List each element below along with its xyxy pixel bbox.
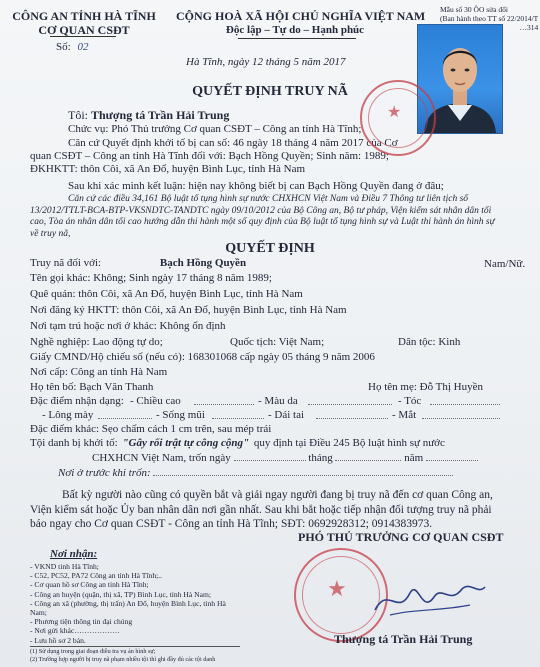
issue-place-line: Nơi cấp: Công an tỉnh Hà Nam [30,366,168,378]
ethnicity-line: Dân tộc: Kinh [398,336,461,348]
agency-name: CÔNG AN TỈNH HÀ TĨNH [12,9,156,23]
wanted-person-line [30,257,246,269]
eyes-field: - Mắt [392,409,417,421]
nationality-line: Quốc tịch: Việt Nam; [230,336,325,348]
skin-dots [308,404,392,405]
registration-line: Nơi đăng ký HKTT: thôn Côi, xã An Đổ, huyện Bình Lục, tỉnh Hà Nam [30,304,347,316]
nose-field: - Sống mũi [156,409,205,421]
eyebrow-field: - Lông mày [42,409,94,421]
wanted-person-label: Truy nã đối với: [30,257,102,269]
previous-residence-label: Nơi ở trước khi trốn: [58,467,151,479]
escape-year-label: năm [404,452,424,464]
form-code-line-3: …314 [519,23,539,32]
height-field: - Chiều cao [130,395,181,407]
footnotes [30,648,215,664]
document-number-label: Số: [56,41,71,53]
national-title: CỘNG HOÀ XÃ HỘI CHỦ NGHĨA VIỆT NAM [176,9,426,23]
issuer-label: Tôi: [68,108,88,122]
recipient-item: - Nơi gửi khác……………… [30,626,120,636]
previous-residence-line [58,467,453,479]
charge-line [30,437,445,449]
other-features-line: Đặc điểm khác: Sẹo chấm cách 1 cm trên, sau mép trái [30,423,272,435]
identification-label: Đặc điểm nhận dạng: [30,395,124,407]
nose-dots [212,418,264,419]
charge-legal-ref: quy định tại Điều 245 Bộ luật hình sự nước [253,437,445,449]
escape-month-dots [335,460,401,461]
form-code-line-1: Mẫu số 30 ÔO sửa đổi [440,5,509,14]
agency-department: CƠ QUAN CSĐT [38,23,130,37]
document-number [56,41,88,53]
recipient-item: - C52, PC52, PA72 Công an tỉnh Hà Tĩnh;.. [30,571,163,581]
agency-underline [50,36,116,37]
gender-field: Nam/Nữ. [484,258,526,270]
recipient-item: Nam; [30,608,47,618]
earlobe-dots [316,418,388,419]
national-motto: Độc lập – Tự do – Hạnh phúc [225,24,365,36]
charge-label: Tội danh bị khởi tố: [30,437,118,449]
occupation-line: Nghề nghiệp: Lao động tự do; [30,336,163,348]
signer-role: PHÓ THỦ TRƯỞNG CƠ QUAN CSĐT [298,530,504,544]
escape-date-line [92,452,478,464]
escape-year-dots [426,460,478,461]
recipient-item: - Công an xã (phường, thị trấn) An Đổ, huyện Bình Lục, tỉnh Hà [30,598,226,608]
verification-line: Sau khi xác minh kết luận: hiện nay không biết bị can Bạch Hồng Quyền đang ở đâu; [68,180,444,192]
recipient-item: - Cơ quan hồ sơ Công an tỉnh Hà Tĩnh; [30,580,149,590]
eyes-dots [422,418,500,419]
hair-field: - Tóc [398,395,422,407]
father-name-line: Họ tên bố: Bạch Văn Thanh [30,381,154,393]
wanted-person-name: Bạch Hồng Quyền [159,257,247,269]
earlobe-field: - Dái tai [268,409,305,421]
decision-title: QUYẾT ĐỊNH [225,241,315,256]
recipient-item: - VKND tỉnh Hà Tĩnh; [30,562,99,571]
recipient-item: - Công an huyện (quận, thị xã, TP) Bình Lục, tỉnh Hà Nam; [30,589,212,599]
seal-star-icon: ★ [327,576,347,601]
footnote-2: (2) Trường hợp người bị truy nã phạm nhiều tội thì ghi đầy đủ các tội danh [30,656,216,663]
alias-dob-line: Tên gọi khác: Không; Sinh ngày 17 tháng 8 năm 1989; [30,272,272,284]
escape-month-label: tháng [308,452,333,464]
arrest-notice: Bất kỳ người nào cũng có quyền bắt và giải ngay người đang bị truy nã đến cơ quan Công an, Viện kiểm sát hoặc Ủy ban nhân dân nơi gần nhất. Sau khi bắt hoặc tiếp nhận đối tượng truy nã phải báo ngay cho Cơ quan CSĐT - Công an tỉnh Hà Tĩnh; SĐT: 0692928312; 0914383973. [30,489,493,530]
handwritten-signature [370,575,490,625]
escape-day-dots [234,460,306,461]
height-dots [194,404,254,405]
issuer-line [68,108,229,123]
skin-color-field: - Màu da [258,395,298,407]
footnote-1: (1) Sử dụng trong giai đoạn điều tra vụ án hình sự; [30,648,156,655]
document-title: QUYẾT ĐỊNH TRUY NÃ [192,84,348,99]
signer-name: Thượng tá Trần Hải Trung [334,632,473,646]
legal-basis-1: Căn cứ Quyết định khởi tố bị can số: 46 ngày 18 tháng 4 năm 2017 của Cơ quan CSĐT – Công an tỉnh Hà Tĩnh đối với: Bạch Hồng Quyền; Sinh năm: 1989; ĐKHKTT: thôn Côi, xã An Đổ, huyện Bình Lục, tỉnh Hà Nam [30,137,398,176]
issuer-name: Thượng tá Trần Hải Trung [91,108,230,122]
footnote-rule [30,646,240,647]
form-code-line-2: (Ban hành theo TT số 22/2014/T [440,14,539,23]
date-line: Hà Tĩnh, ngày 12 tháng 5 năm 2017 [186,56,346,68]
eyebrow-dots [98,418,152,419]
mother-name-line: Họ tên mẹ: Đỗ Thị Huyền [368,381,483,393]
temporary-residence-line: Nơi tạm trú hoặc nơi ở khác: Không ổn định [30,320,226,332]
photo-seal-star-icon: ★ [387,104,402,121]
charge-value: "Gây rối trật tự công cộng" [122,437,250,449]
motto-underline [238,38,356,39]
document-number-value: 02 [77,41,89,53]
recipient-item: - Phương tiện thông tin đại chúng [30,617,133,627]
previous-residence-dots [153,475,453,476]
legal-basis-2: Căn cứ các điều 34,161 Bộ luật tố tụng hình sự nước CHXHCN Việt Nam và Điều 7 Thông tư liên tịch số 13/2012/TTLT-BCA-BTP-VKSNDTC-TANDTC ngày 09/10/2012 của Bộ Công an, Bộ tư pháp, Viện kiểm sát nhân dân tối cao, Tòa án nhân dân tối cao hướng dẫn thi hành một số quy định của Bộ luật tố tụng hình sự và Luật thi hành án hình sự về truy nã, [30,194,495,239]
recipients-list [30,562,226,645]
escape-date-label: CHXHCN Việt Nam, trốn ngày [92,452,231,464]
recipient-item: - Lưu hồ sơ 2 bản. [30,635,86,645]
id-card-line: Giấy CMND/Hộ chiếu số (nếu có): 168301068 cấp ngày 05 tháng 9 năm 2006 [30,351,375,363]
hair-dots [430,404,500,405]
position-line: Chức vụ: Phó Thủ trưởng Cơ quan CSĐT – Công an tỉnh Hà Tĩnh; [68,123,362,135]
hometown-line: Quê quán: thôn Côi, xã An Đổ, huyện Bình Lục, tỉnh Hà Nam [30,288,303,300]
recipients-title: Nơi nhận: [50,548,98,560]
